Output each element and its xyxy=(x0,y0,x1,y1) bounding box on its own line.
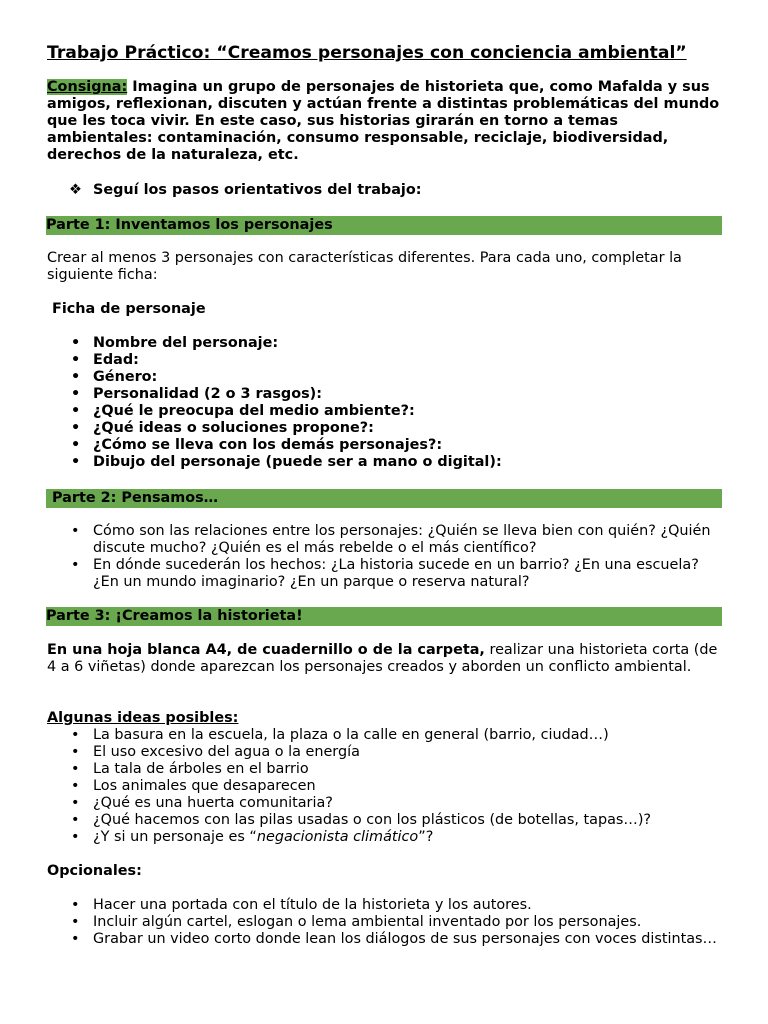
idea-item-last xyxy=(47,829,727,846)
ficha-item: • Edad: xyxy=(47,352,727,369)
ficha-item: • Dibujo del personaje (puede ser a mano o digital): xyxy=(47,454,727,471)
idea-item: • ¿Qué hacemos con las pilas usadas o con los plásticos (de botellas, tapas…)? xyxy=(47,812,727,829)
idea-item: • La tala de árboles en el barrio xyxy=(47,761,727,778)
idea-last-italic: negacionista climático xyxy=(256,829,419,845)
opcional-item: • Incluir algún cartel, eslogan o lema ambiental inventado por los personajes. xyxy=(47,914,727,931)
opcional-item: • Grabar un video corto donde lean los diálogos de sus personajes con voces distintas… xyxy=(47,931,727,948)
ficha-item: • ¿Qué le preocupa del medio ambiente?: xyxy=(47,403,727,420)
ficha-title: Ficha de personaje xyxy=(52,301,206,317)
parte2-item: • Cómo son las relaciones entre los personajes: ¿Quién se lleva bien con quién? ¿Quién discute mucho? ¿Quién es el más rebelde o el más científico? xyxy=(47,523,727,557)
parte2-list xyxy=(47,523,727,591)
parte2-item: • En dónde sucederán los hechos: ¿La historia sucede en un barrio? ¿En una escuela? ¿En un mundo imaginario? ¿En un parque o reserva natural? xyxy=(47,557,727,591)
ficha-item: • Personalidad (2 o 3 rasgos): xyxy=(47,386,727,403)
diamond-bullet-icon: ❖ xyxy=(69,182,82,198)
parte3-heading: Parte 3: ¡Creamos la historieta! xyxy=(46,607,722,626)
parte3-intro xyxy=(47,642,727,676)
idea-last-pre: ¿Y si un personaje es “ xyxy=(93,829,257,845)
consigna-paragraph xyxy=(47,79,727,164)
idea-last-post: ”? xyxy=(418,829,434,845)
opcionales-list xyxy=(47,897,727,948)
idea-item: • Los animales que desaparecen xyxy=(47,778,727,795)
parte1-heading: Parte 1: Inventamos los personajes xyxy=(46,216,722,235)
ideas-list xyxy=(47,727,727,846)
ficha-item: • Nombre del personaje: xyxy=(47,335,727,352)
steps-intro-text: Seguí los pasos orientativos del trabajo: xyxy=(93,182,422,198)
consigna-label: Consigna: xyxy=(47,79,128,95)
steps-intro xyxy=(69,182,422,199)
ficha-item: • ¿Cómo se lleva con los demás personajes?: xyxy=(47,437,727,454)
opcionales-title: Opcionales: xyxy=(47,863,142,879)
ficha-list xyxy=(47,335,727,471)
idea-item: • El uso excesivo del agua o la energía xyxy=(47,744,727,761)
parte3-intro-bold: En una hoja blanca A4, de cuadernillo o de la carpeta, xyxy=(47,642,485,658)
ficha-item: • ¿Qué ideas o soluciones propone?: xyxy=(47,420,727,437)
ideas-title: Algunas ideas posibles: xyxy=(47,710,239,726)
consigna-text: Imagina un grupo de personajes de historieta que, como Mafalda y sus amigos, reflexionan, discuten y actúan frente a distintas problemáticas del mundo que les toca vivir. En este caso, sus historias girarán en torno a temas ambientales: contaminación, consumo responsable, reciclaje, biodiversidad, derechos de la naturaleza, etc. xyxy=(47,79,720,163)
parte2-heading: Parte 2: Pensamos… xyxy=(46,489,722,508)
parte1-intro: Crear al menos 3 personajes con características diferentes. Para cada uno, completar la siguiente ficha: xyxy=(47,250,682,283)
ficha-item: • Género: xyxy=(47,369,727,386)
document-title: Trabajo Práctico: “Creamos personajes con conciencia ambiental” xyxy=(47,43,687,63)
parte3-intro-rest: realizar una historieta corta (de 4 a 6 viñetas) donde aparezcan los personajes creados y aborden un conflicto ambiental. xyxy=(47,642,718,675)
opcional-item: • Hacer una portada con el título de la historieta y los autores. xyxy=(47,897,727,914)
idea-item: • La basura en la escuela, la plaza o la calle en general (barrio, ciudad…) xyxy=(47,727,727,744)
idea-item: • ¿Qué es una huerta comunitaria? xyxy=(47,795,727,812)
